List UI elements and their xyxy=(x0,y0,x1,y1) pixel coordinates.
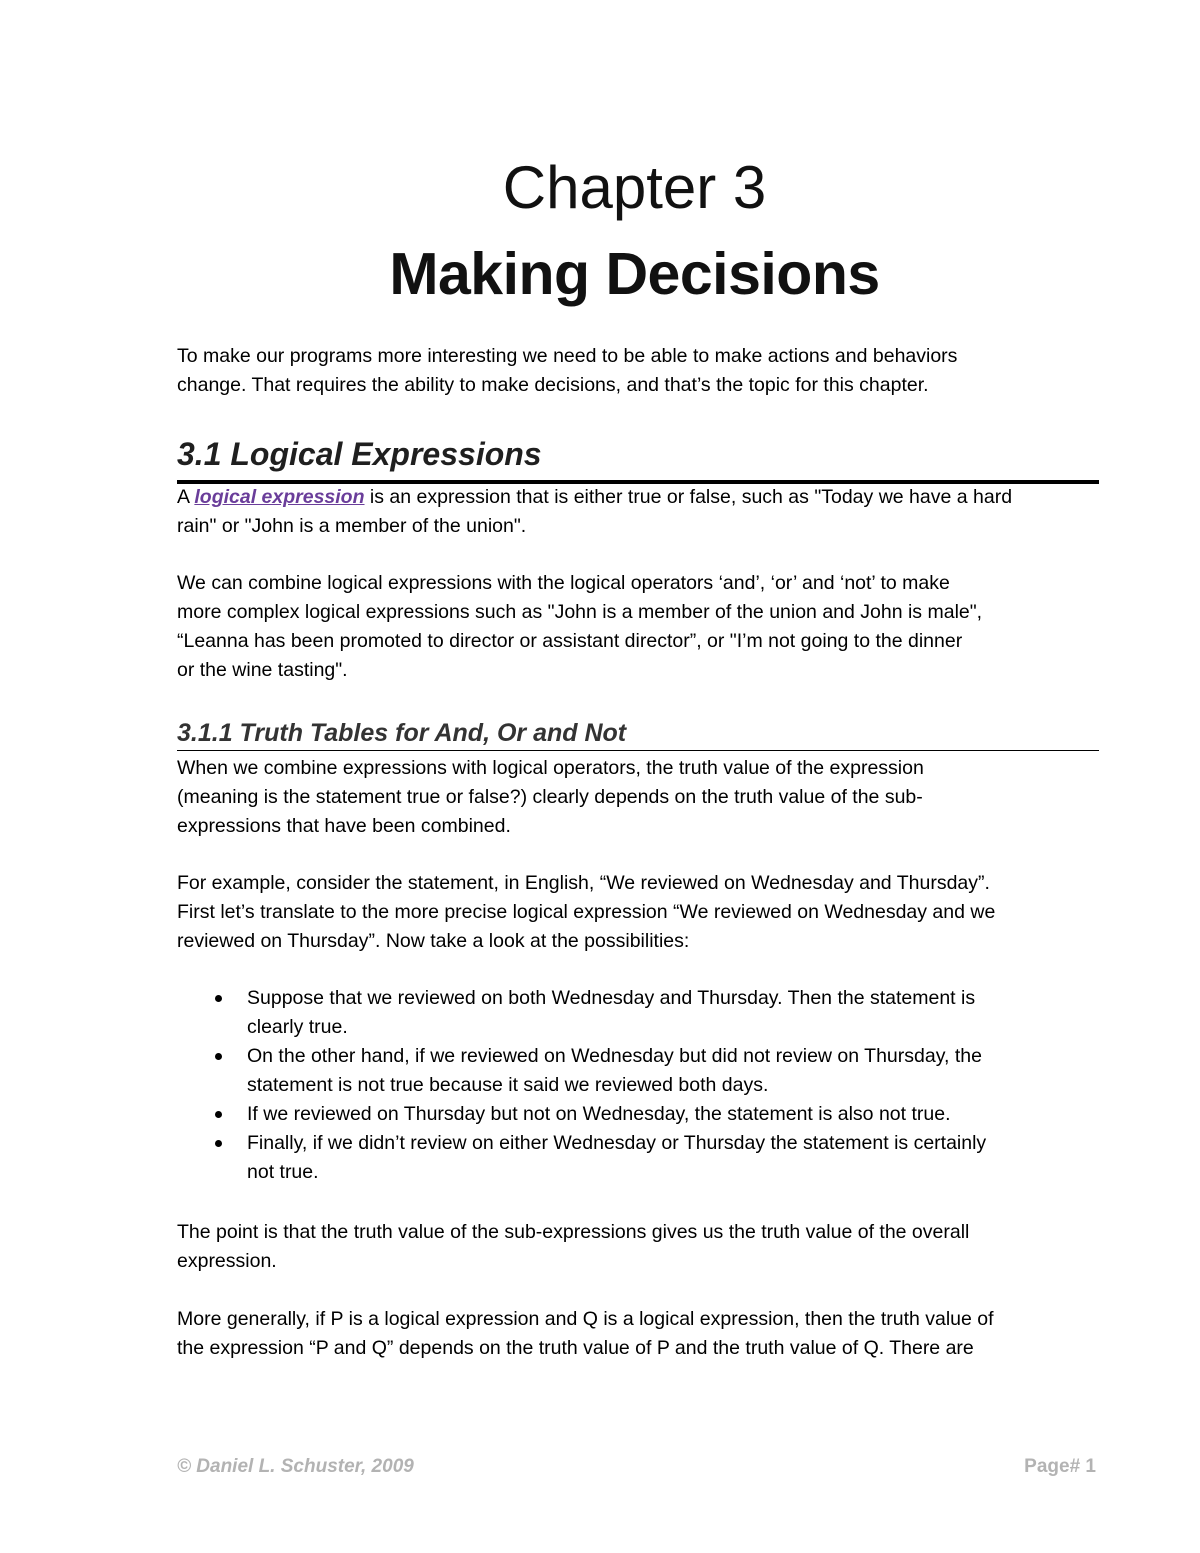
list-item: Suppose that we reviewed on both Wednesday and Thursday. Then the statement is clearly true. xyxy=(177,984,1099,1042)
logical-expression-term-link[interactable]: logical expression xyxy=(194,486,365,508)
bullet-icon xyxy=(215,1111,222,1118)
bullet-icon xyxy=(215,1140,222,1147)
chapter-number: Chapter 3 xyxy=(502,154,767,221)
intro-paragraph: To make our programs more interesting we need to be able to make actions and behaviors change. That requires the ability to make decisions, and that’s the topic for this chapter. xyxy=(177,345,958,396)
chapter-title: Making Decisions xyxy=(389,241,880,307)
section-heading-3-1: 3.1 Logical Expressions xyxy=(177,432,1099,484)
truth-value-paragraph: When we combine expressions with logical operators, the truth value of the expression (meaning is the statement true or false?) clearly depends on the truth value of the sub- expressions that have been combined. xyxy=(177,757,924,837)
possibilities-list xyxy=(177,984,1099,1187)
list-item: On the other hand, if we reviewed on Wednesday but did not review on Thursday, the statement is not true because it said we reviewed both days. xyxy=(177,1042,1099,1100)
point-paragraph: The point is that the truth value of the sub-expressions gives us the truth value of the overall expression. xyxy=(177,1221,970,1272)
list-item: If we reviewed on Thursday but not on Wednesday, the statement is also not true. xyxy=(177,1100,1099,1129)
example-paragraph: For example, consider the statement, in English, “We reviewed on Wednesday and Thursday”. First let’s translate to the more precise logical expression “We reviewed on Wednesday and we reviewed on Thursday”. Now take a look at the possibilities: xyxy=(177,872,996,952)
bullet-icon xyxy=(215,995,222,1002)
generalization-paragraph: More generally, if P is a logical expression and Q is a logical expression, then the truth value of the expression “P and Q” depends on the truth value of P and the truth value of Q. There are xyxy=(177,1308,994,1359)
list-item: Finally, if we didn’t review on either Wednesday or Thursday the statement is certainly not true. xyxy=(177,1129,1099,1187)
bullet-icon xyxy=(215,1053,222,1060)
section-heading-3-1-1: 3.1.1 Truth Tables for And, Or and Not xyxy=(177,717,1099,751)
footer-page-number: Page# 1 xyxy=(1024,1456,1096,1477)
logical-expression-definition: A logical expression is an expression that is either true or false, such as "Today we have a hard rain" or "John is a member of the union". xyxy=(177,486,1013,537)
logical-operators-paragraph: We can combine logical expressions with the logical operators ‘and’, ‘or’ and ‘not’ to make more complex logical expressions such as "John is a member of the union and John is male", “Leanna has been promoted to director or assistant director”, or "I’m not going to the dinner or the wine tasting". xyxy=(177,572,983,681)
footer-copyright: © Daniel L. Schuster, 2009 xyxy=(177,1456,414,1477)
